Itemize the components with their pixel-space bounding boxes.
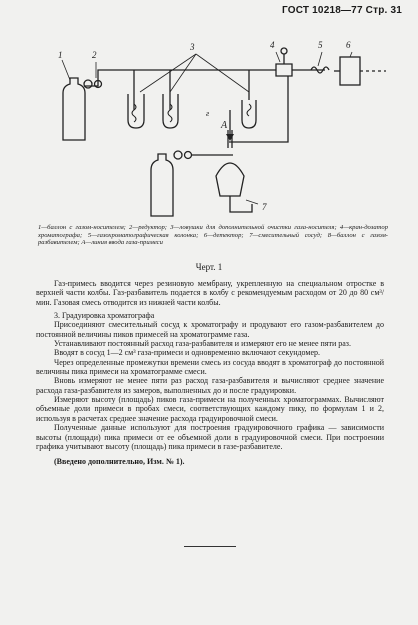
paragraph: Вновь измеряют не менее пяти раз расход газа-разбавителя и вычисляют среднее значение расхода газа-разбавителя из замеров, выполненных до и после градуировки. — [36, 376, 384, 395]
label-4: 4 — [270, 40, 275, 50]
amendment-note: (Введено дополнительно, Изм. № 1). — [54, 457, 185, 467]
paragraph: Устанавливают постоянный расход газа-разбавителя и измеряют его не менее пяти раз. — [54, 339, 351, 349]
label-a: А — [221, 120, 228, 131]
apparatus-diagram — [0, 0, 418, 230]
paragraph: Вводят в сосуд 1—2 см³ газа-примеси и одновременно включают секундомер. — [54, 348, 320, 358]
section-heading: 3. Градуировка хроматографа — [54, 311, 155, 321]
line-a-arrow — [226, 134, 234, 141]
paragraph: Измеряют высоту (площадь) пиков газа-примеси на полученных хроматограммах. Вычисляют объемные доли примеси в пробах смеси, соответствующих каждому пику, по формулам 1 и 2, используя в расчетах среднее значение расхода градуировочной смеси. — [36, 395, 384, 423]
label-7: 7 — [262, 202, 267, 212]
paragraph: Газ-примесь вводится через резиновую мембрану, укрепленную на специальном отростке в верхней части колбы. Газ-разбавитель подается в колбу с рекомендуемым расходом от 20 до 80 см³/мин. Газовая смесь отводится из нижней части колбы. — [36, 279, 384, 307]
label-1: 1 — [58, 50, 63, 60]
body-text — [36, 279, 384, 467]
return-line — [229, 76, 288, 142]
page-header: ГОСТ 10218—77 Стр. 31 — [282, 5, 402, 16]
paragraph: Полученные данные используют для построения градуировочного графика — зависимости высоты (площади) пика примеси от ее объемной доли в градуировочной смеси. При построении графика учитывают высоту (площадь) пика примеси в газе-разбавителе. — [36, 423, 384, 451]
end-rule — [184, 546, 236, 547]
reducer-8 — [174, 151, 182, 159]
label-6: 6 — [346, 40, 351, 50]
trap-left — [128, 94, 144, 128]
paragraph: Через определенные промежутки времени смесь из сосуда вводят в хроматограф до постоянной величины пика примеси на хроматограмме смеси. — [36, 357, 384, 377]
stray-mark: ƨ — [206, 109, 210, 118]
label-5: 5 — [318, 40, 323, 50]
figure-caption: 1—баллон с газом-носителем; 2—редуктор; 3—ловушки для дополнительной очистки газа-носителя; 4—кран-дозатор хроматографа; 5—газохроматографическая колонка; 6—детектор; 7—смесительный сосуд; 8—баллон с газом-разбавителем; А—линия ввода газа-примеси — [38, 224, 388, 247]
reducer-2 — [84, 80, 92, 88]
label-3: 3 — [190, 42, 195, 52]
mixing-vessel — [216, 163, 244, 196]
detector — [340, 57, 360, 85]
figure-title: Черт. 1 — [195, 262, 223, 272]
diluent-gas-bottle — [151, 154, 173, 216]
injection-valve — [276, 64, 292, 76]
carrier-gas-bottle — [63, 78, 85, 140]
label-2: 2 — [92, 50, 97, 60]
paragraph: Присоединяют смесительный сосуд к хроматографу и продувают его газом-разбавителем до постоянной величины пиков примесей на хроматограмме газа. — [36, 320, 384, 339]
